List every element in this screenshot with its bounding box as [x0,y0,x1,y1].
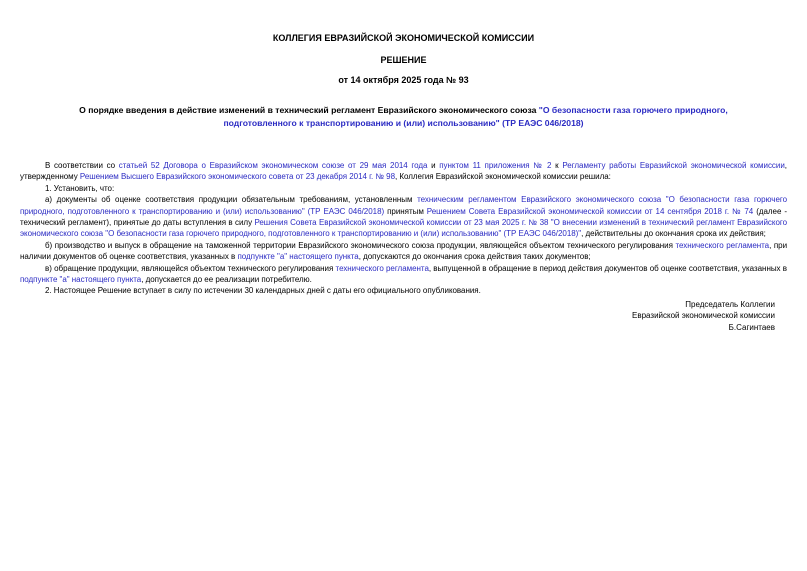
document-link[interactable]: технического регламента [675,240,770,250]
signature-org-line: Евразийской экономической комиссии [632,311,775,321]
paragraph-text: , допускаются до окончания срока действия таких документов; [358,252,591,262]
paragraph [20,285,787,296]
paragraph-text: , Коллегия Евразийской экономической комиссии решила: [395,172,611,182]
paragraph [20,160,787,183]
paragraph-text: В соответствии со [45,161,119,170]
paragraph-text: а) документы об оценке соответствия продукции обязательным требованиям, установленным [45,195,418,205]
document-link[interactable]: Решением Высшего Евразийского экономического совета от 23 декабря 2014 г. № 98 [79,172,395,182]
document-link[interactable]: пунктом 11 приложения № 2 [439,161,552,170]
signature-name: Б.Сагинтаев [728,322,775,332]
paragraph-text: , при наличии документов об оценке соответствия, указанных в [20,240,788,262]
paragraph-text: к [551,161,563,170]
paragraph-text: в) обращение продукции, являющейся объектом технического регулирования [45,263,336,273]
paragraph-text: , утвержденному [20,161,787,182]
document-date-number: от 14 октября 2025 года № 93 [338,75,469,85]
paragraph-text: принятым [384,206,427,216]
document-title-link[interactable]: "О безопасности газа горючего природного, подготовленного к транспортированию и (или) использованию" (ТР ЕАЭС 046/2018) [223,105,728,128]
paragraph [20,263,787,286]
document-link[interactable]: техническим регламентом Евразийского экономического союза "О безопасности газа горючего природного, подготовленного к транспортированию и (или) использованию" (ТР ЕАЭС 046/2018) [20,195,787,216]
signature-position-line: Председатель Коллегии [685,299,775,309]
signature-block [20,299,787,333]
paragraph [20,194,787,240]
document-link[interactable]: подпункте "а" настоящего пункта [237,252,359,262]
document-body [20,160,787,297]
document-link[interactable]: подпункте "а" настоящего пункта [20,275,142,285]
organization-name: КОЛЛЕГИЯ ЕВРАЗИЙСКОЙ ЭКОНОМИЧЕСКОЙ КОМИССИИ [272,33,535,43]
document-type-heading: РЕШЕНИЕ [380,55,427,65]
document-link[interactable]: Регламенту работы Евразийской экономической комиссии [562,161,785,170]
document-title [20,104,787,130]
document-title-plain: О порядке введения в действие изменений в технический регламент Евразийского экономического союза [79,105,539,115]
paragraph-text: , действительны до окончания срока их действия; [581,229,766,239]
paragraph-text: , выпущенной в обращение в период действия документов об оценке соответствия, указанных в [428,263,787,273]
document-link[interactable]: статьей 52 Договора о Евразийском экономическом союзе от 29 мая 2014 года [118,161,428,170]
paragraph-text: 2. Настоящее Решение вступает в силу по истечении 30 календарных дней с даты его официального опубликования. [45,286,481,296]
paragraph [20,240,787,263]
paragraph [20,183,787,194]
paragraph-text: и [427,161,440,170]
paragraph-text: 1. Установить, что: [45,183,115,193]
document-link[interactable]: Решения Совета Евразийской экономической комиссии от 23 мая 2025 г. № 38 "О внесении изменений в технический регламент Евразийского экономического союза "О безопасности газа горючего природного, подготовленного к транспортированию и (или) использованию" (ТР ЕАЭС 046/2018)" [20,218,787,239]
paragraph-text: , допускается до ее реализации потребителю. [141,275,312,285]
paragraph-text: б) производство и выпуск в обращение на таможенной территории Евразийского экономического союза продукции, являющейся объектом технического регулирования [45,240,676,250]
document-link[interactable]: технического регламента [335,263,429,273]
paragraph-text: (далее - технический регламент), принятые до даты вступления в силу [20,206,787,228]
document-link[interactable]: Решением Совета Евразийской экономической комиссии от 14 сентября 2018 г. № 74 [426,206,754,216]
